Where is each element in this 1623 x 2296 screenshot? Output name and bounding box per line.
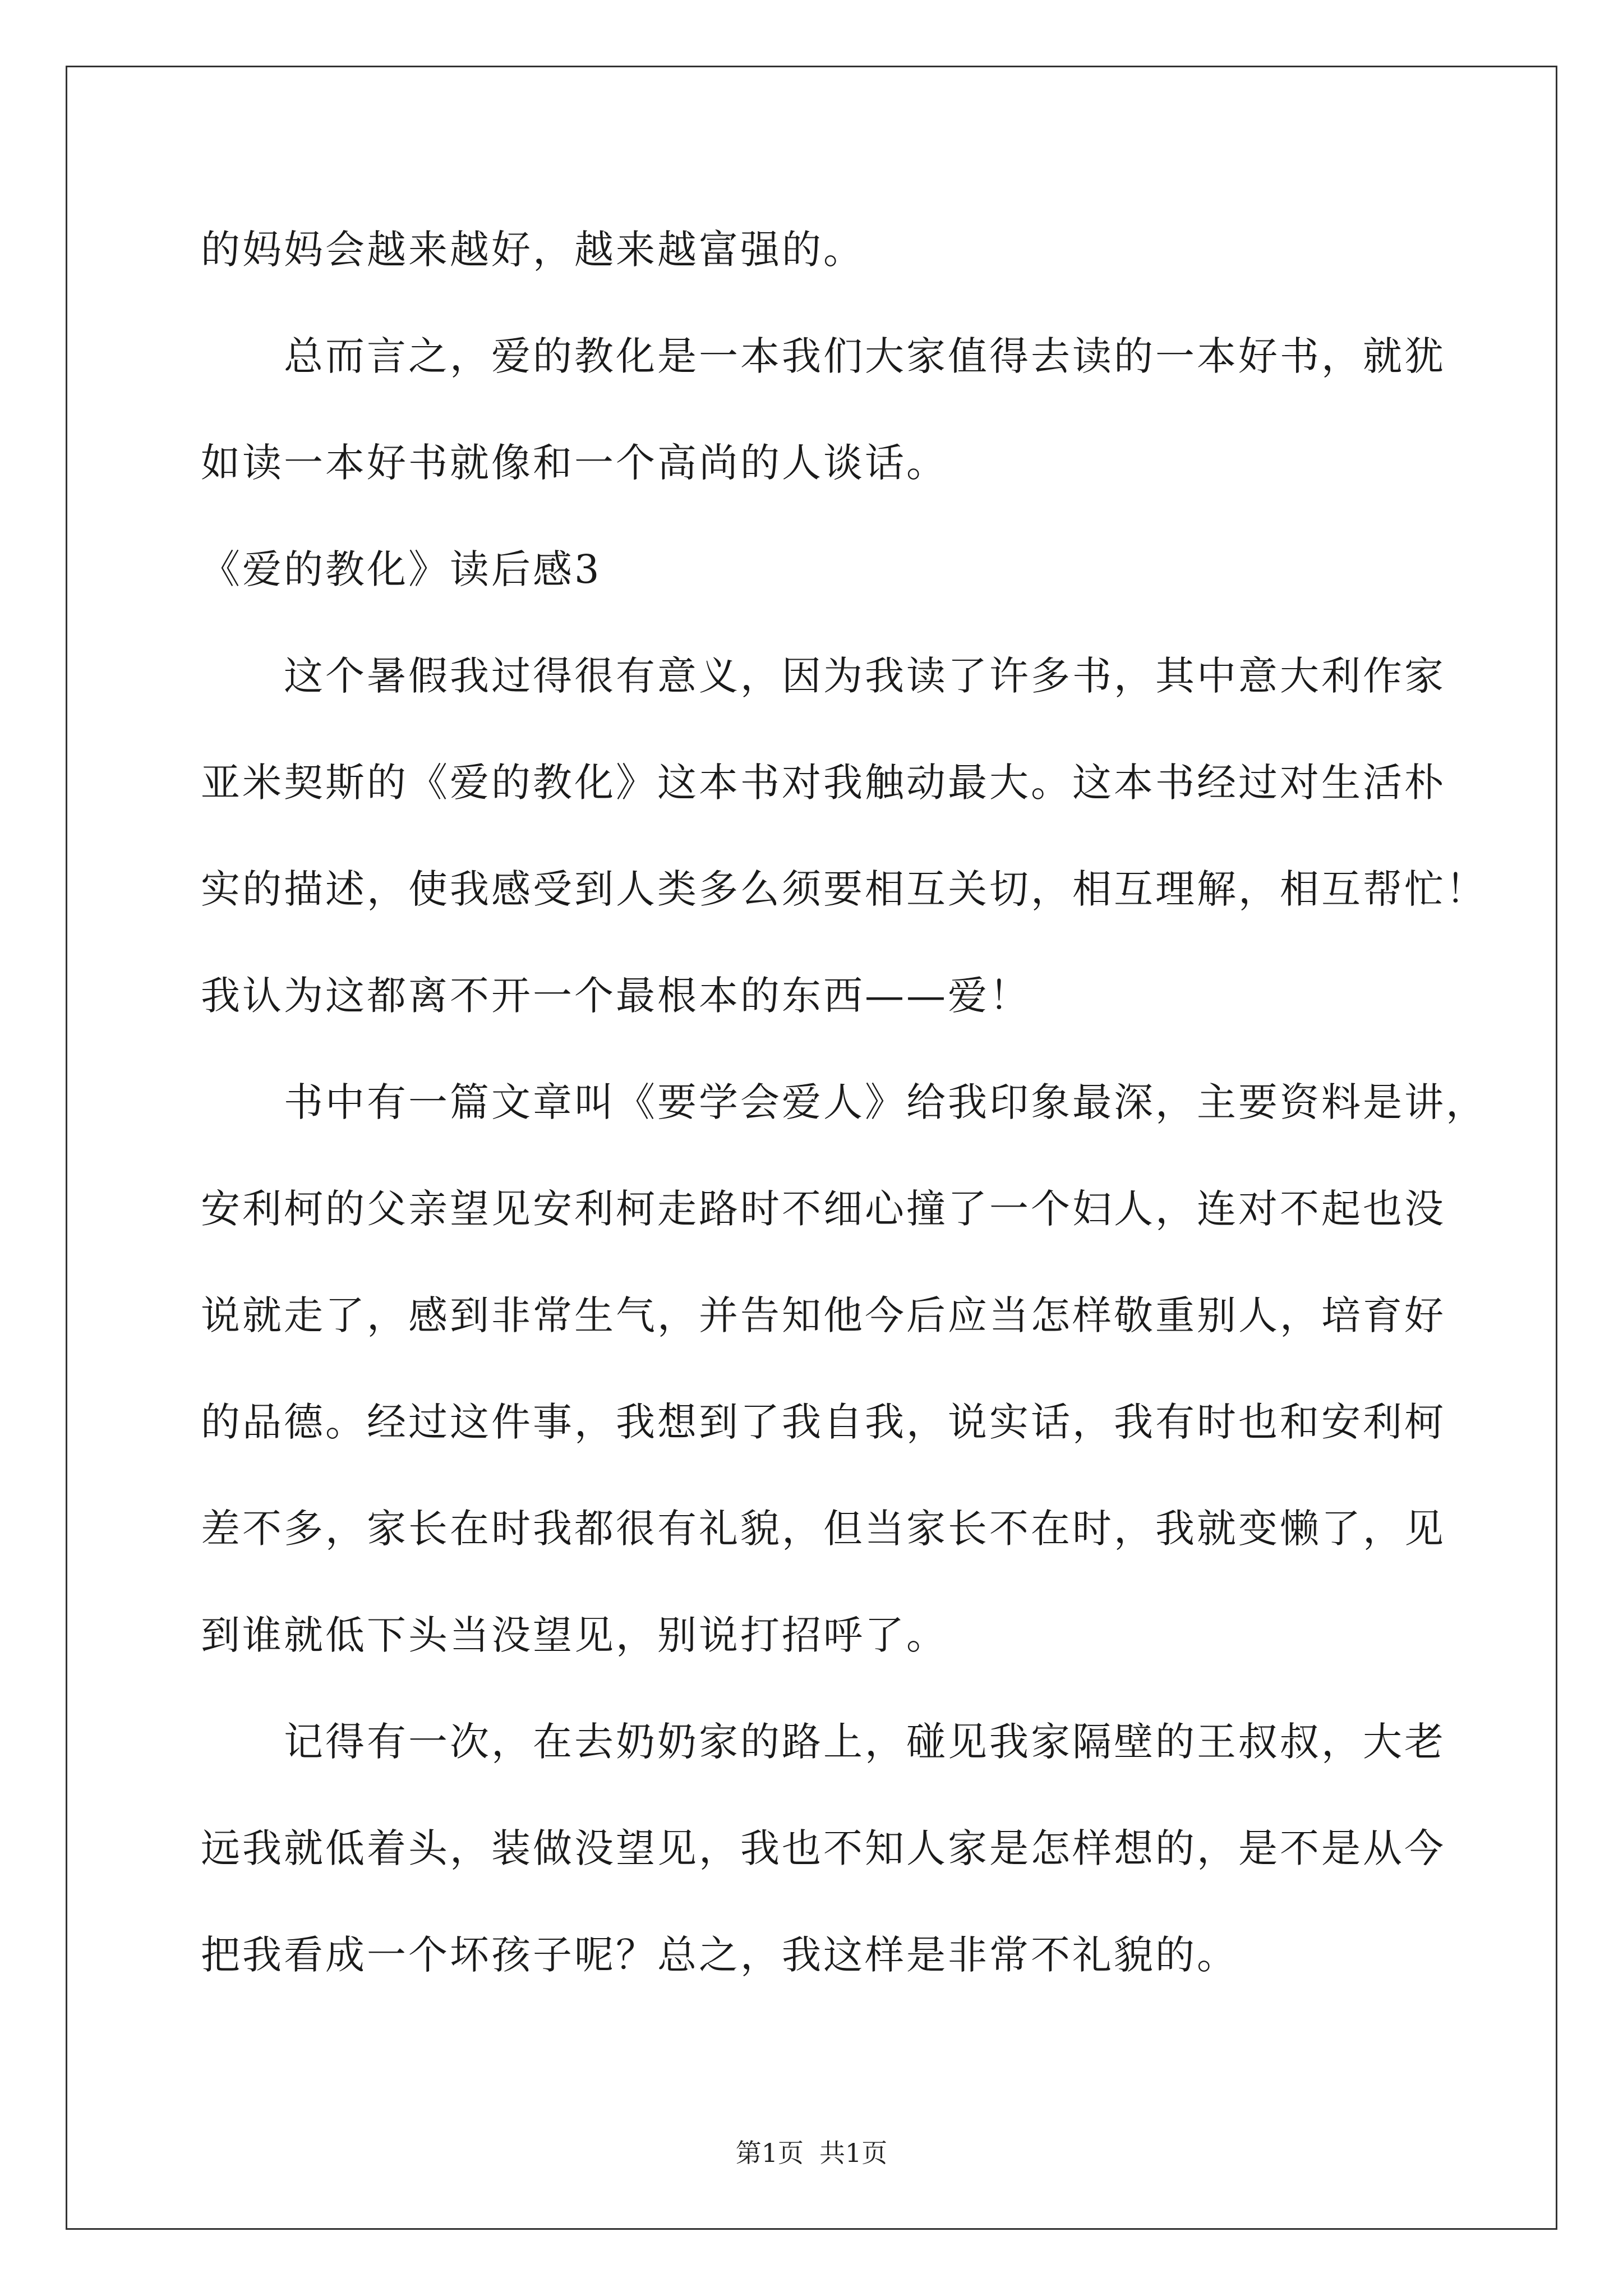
text-line: 实的描述，使我感受到人类多么须要相互关切，相互理解，相互帮忙！	[201, 866, 1487, 912]
text-line: 的妈妈会越来越好，越来越富强的。	[201, 227, 865, 273]
text-line: 我认为这都离不开一个最根本的东西——爱！	[201, 973, 1031, 1019]
paragraph-line: 记得有一次，在去奶奶家的路上，碰见我家隔壁的王叔叔，大老	[284, 1719, 1446, 1765]
text-line: 的品德。经过这件事，我想到了我自我，说实话，我有时也和安利柯	[201, 1399, 1446, 1445]
document-body	[201, 217, 1487, 2028]
page-number: 第1页	[735, 2138, 804, 2168]
paragraph-line: 书中有一篇文章叫《要学会爱人》给我印象最深，主要资料是讲，	[284, 1079, 1487, 1125]
paragraph-line: 总而言之，爱的教化是一本我们大家值得去读的一本好书，就犹	[284, 333, 1446, 379]
text-line: 安利柯的父亲望见安利柯走路时不细心撞了一个妇人，连对不起也没	[201, 1186, 1446, 1232]
text-line: 到谁就低下头当没望见，别说打招呼了。	[201, 1612, 948, 1658]
text-line: 如读一本好书就像和一个高尚的人谈话。	[201, 440, 948, 486]
text-line: 差不多，家长在时我都很有礼貌，但当家长不在时，我就变懒了，见	[201, 1506, 1446, 1552]
paragraph-line: 这个暑假我过得很有意义，因为我读了许多书，其中意大利作家	[284, 653, 1446, 699]
text-line: 亚米契斯的《爱的教化》这本书对我触动最大。这本书经过对生活朴	[201, 760, 1446, 806]
page-total: 共1页	[819, 2138, 888, 2168]
section-heading: 《爱的教化》读后感3	[201, 546, 602, 592]
text-line: 说就走了，感到非常生气，并告知他今后应当怎样敬重别人，培育好	[201, 1292, 1446, 1338]
text-line: 远我就低着头，装做没望见，我也不知人家是怎样想的，是不是从今	[201, 1825, 1446, 1871]
page-footer	[0, 2136, 1623, 2170]
text-line: 把我看成一个坏孩子呢？总之，我这样是非常不礼貌的。	[201, 1932, 1238, 1978]
